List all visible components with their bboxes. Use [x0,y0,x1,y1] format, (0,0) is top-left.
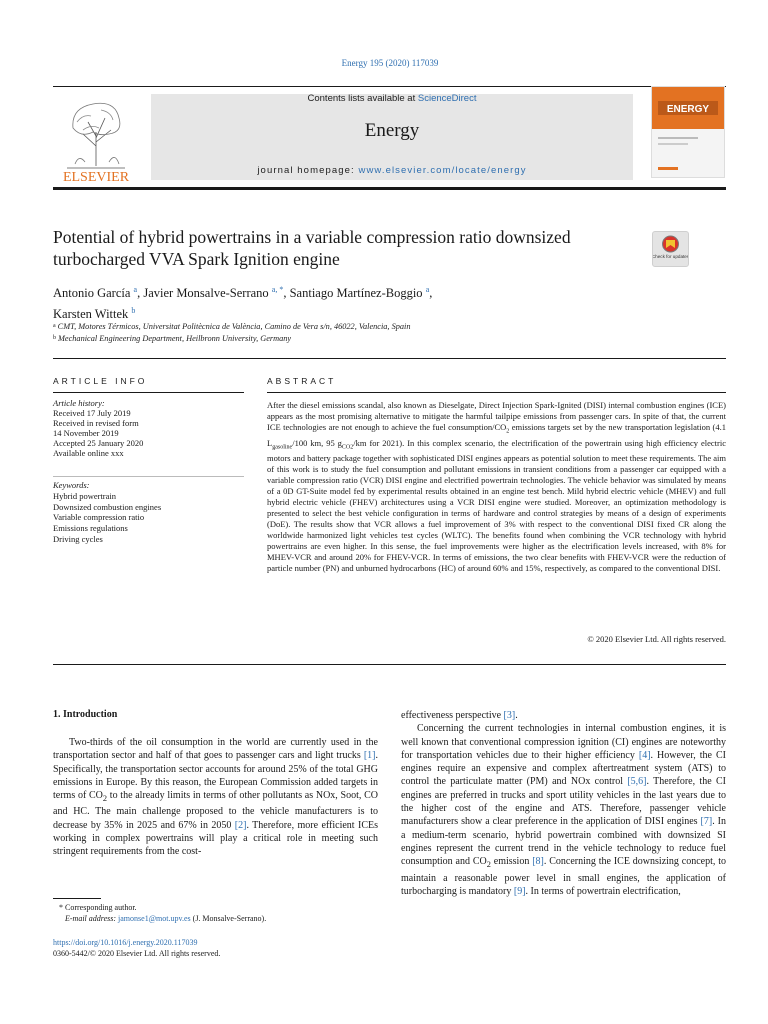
keywords [53,480,244,545]
journal-homepage-line [151,165,633,176]
text-segment: to the already limits in terms of other pollutants as NOx, Soot, CO and HC. The main challenge proposed to the vehicle manufacturers is to decrease by 35% in 2025 and 67% in 2050 [53,790,378,831]
subscript: 2 [102,794,108,804]
section-heading-introduction: 1. Introduction [53,709,118,720]
subscript: 2 [486,860,491,870]
citation-link[interactable]: [5,6] [627,776,647,788]
intro-paragraph [401,722,726,898]
author-name[interactable]: Antonio García [53,286,131,300]
keyword-item: Downsized combustion engines [53,501,162,512]
doi-link[interactable]: https://doi.org/10.1016/j.energy.2020.117039 [53,938,198,947]
text-segment: . However, the CI engines require an expensive and complex aftertreatment system (ATS) to control the particulate matter (PM) and NOx control [401,749,726,788]
text-segment: . In a medium-term scenario, hybrid powertrain combined with downsized SI engines represent the current trend in the vehicle technology to reduce fuel consumption and CO [401,816,726,868]
keyword-item: Driving cycles [53,533,103,544]
text-segment: . Specifically, the transportation sector accounts for around 25% of the total GHG emissions in Europe. By this reason, the European Commission added targets in terms of CO [53,750,378,802]
journal-cover-icon [652,87,724,177]
keyword-item: Variable compression ratio [53,512,145,523]
intro-paragraph [53,736,378,859]
abstract-text [267,400,726,574]
affiliation-mark: b [53,334,56,341]
author-affiliation-mark[interactable]: a [425,285,430,294]
author-affiliation-mark[interactable]: b [131,306,136,315]
header-top-rule [53,86,726,87]
text-segment: Concerning the current technologies in internal combustion engines, it is well known that conventional compression ignition (CI) engines are noteworthy for transportation vehicles due to their higher efficiency [401,723,726,761]
crossmark-label: Check for updates [653,254,688,259]
homepage-prefix: journal homepage: [257,165,359,176]
abstract-segment: emissions targets set by the new transportation legislation (4.1 L [267,422,726,448]
abstract-segment: /km for 2021). In this complex scenario, the electrification of the powertrain using high efficiency electric motors and battery package together with sophisticated DISI engines appears as potential solution to meet these requirements. The aim of this work is to study the fuel consumption and pollutant emissions in transient conditions from a passenger car equipped with a variable compression ratio (VCR) DISI engine and electrified powertrain technologies. The vehicle behavior was simulated by means of a 0D GT-Suite model fed by experimental results obtained in an engine test bench. Mild hybrid electric vehicle (MHEV) and full hybrid electric vehicle (FHEV) architectures using a VCR DISI engine were studied. Moreover, an optimization methodology is presented to select the best vehicle configuration in terms of hardware and control strategies by means of a design of experiments (DoE). The results show that VCR allows a fuel improvement of 3% with respect to the conventional DISI fixed CR along the worldwide harmonized light vehicles test cycles (WLTC). The benefits found when combining the VCR technology with hybrid powertrains are even higher. In this sense, the fuel improvements were higher as the electrification levels increased, with 8% for MHEV-VCR and around 20% for FHEV-VCR. In terms of emissions, the two clear benefits with FHEV-VCR were the reduction of particle number (PN) and unburned hydrocarbons (HC) of around 60% and 15%, respectively, as compared to the conventional DISI. [267,437,726,574]
author-name[interactable]: Santiago Martínez-Boggio [289,286,423,300]
abstract-rule [267,392,726,393]
abstract-segment: After the diesel emissions scandal, also known as Dieselgate, Direct Injection Spark-Ignited (DISI) internal combustion engines (ICE) appears as the most promising alternative to mitigate the harmful tailpipe emissions from passenger cars. In spite of that, the current ICE technologies are not enough to achieve the fuel consumption/CO [267,400,726,432]
text-segment: . Concerning the ICE downsizing concept, to maintain a reasonable power level in small engines, the application of turbocharging is mandatory [401,856,727,897]
title-bottom-rule [53,358,726,359]
doi-block [53,937,220,959]
text-segment: . [515,710,518,721]
history-label: Article history: [53,398,105,408]
journal-reference-link[interactable]: Energy 195 (2020) 117039 [341,58,439,68]
intro-paragraph-continued [401,709,726,722]
email-link[interactable]: jamonse1@mot.upv.es [118,914,191,923]
crossmark-icon [653,232,688,266]
author-separator: , [283,286,290,300]
author-affiliation-mark[interactable]: a, * [271,285,284,294]
asterisk-icon: * [59,903,63,912]
text-segment: . Therefore, the CI engines are preferred in trucks and sport utility vehicles in the last years due to the higher cost of the engine and ATS. Therefore, passenger vehicle manufacturers show a clear preference in the application of DISI engines [401,776,726,828]
elsevier-logo [53,88,139,184]
author-list [53,281,573,323]
text-segment: . Therefore, more efficient ICEs working in complex powertrains will play a critical role in meeting such stringent requirements from the cost- [53,819,378,858]
article-info-heading: ARTICLE INFO [53,376,148,386]
author-affiliation-mark[interactable]: a [133,285,138,294]
sciencedirect-link[interactable]: ScienceDirect [417,93,477,104]
elsevier-tree-icon [53,88,139,184]
author-name[interactable]: Javier Monsalve-Serrano [143,286,269,300]
abstract-subscript: 2 [506,428,510,435]
journal-name: Energy [364,120,420,141]
keyword-item: Emissions regulations [53,523,128,534]
abstract-heading: ABSTRACT [267,376,337,386]
citation-link[interactable]: [8] [532,856,544,868]
corresponding-author-note [53,902,378,913]
text-segment: emission [490,856,533,868]
contents-prefix: Contents lists available at [307,93,418,104]
citation-link[interactable]: [2] [234,819,247,831]
abstract-subscript: CO2 [341,444,354,451]
keywords-label: Keywords: [53,480,90,490]
keyword-item: Hybrid powertrain [53,490,117,501]
footnote-rule [53,898,101,899]
affiliations [53,321,653,344]
author-separator: , [429,286,433,300]
check-for-updates-button[interactable] [652,231,689,267]
text-segment: Two-thirds of the oil consumption in the world are currently used in the transportation sector and half of that goes to passenger cars and light trucks [53,737,378,762]
text-segment: . In terms of powertrain electrification, [525,885,681,897]
text-segment: effectiveness perspective [401,710,504,721]
abstract-segment: /100 km, 95 g [292,437,342,448]
affiliation-item [53,321,653,333]
citation-link[interactable]: [9] [513,885,526,897]
email-suffix: (J. Monsalve-Serrano). [190,914,267,923]
history-item: 14 November 2019 [53,428,119,438]
publisher-wordmark: ELSEVIER [62,170,130,184]
history-item: Received in revised form [53,418,139,428]
corresponding-author-text: Corresponding author. [65,903,137,912]
email-label: E-mail address: [65,914,119,923]
article-info-divider [53,476,244,477]
author-separator: , [137,286,144,300]
abstract-bottom-rule [53,664,726,665]
history-item: Available online xxx [53,448,124,458]
article-history [53,398,244,458]
footnote [53,902,378,924]
right-column [401,709,726,898]
citation-link[interactable]: [1] [363,750,376,762]
citation-link[interactable]: [7] [700,816,713,828]
history-item: Received 17 July 2019 [53,408,131,418]
affiliation-text: Mechanical Engineering Department, Heilbronn University, Germany [58,333,292,343]
cover-wordmark: ENERGY [666,104,710,115]
article-info-rule [53,392,244,393]
journal-homepage-link[interactable]: www.elsevier.com/locate/energy [358,165,527,176]
affiliation-item [53,333,653,345]
email-line [53,913,378,924]
journal-cover-thumbnail [651,86,725,178]
author-name[interactable]: Karsten Wittek [53,307,129,321]
issn-line: 0360-5442/© 2020 Elsevier Ltd. All rights reserved. [53,949,221,958]
affiliation-text: CMT, Motores Térmicos, Universitat Politècnica de València, Camino de Vera s/n, 46022, Valencia, Spain [57,322,411,331]
citation-link[interactable]: [4] [638,749,651,761]
abstract-subscript: gasoline [272,444,293,451]
header-thick-rule [53,187,726,190]
contents-line [151,93,633,104]
article-title: Potential of hybrid powertrains in a variable compression ratio downsized turbocharged VVA Spark Ignition engine [53,227,571,269]
history-item: Accepted 25 January 2020 [53,438,144,448]
affiliation-mark: a [53,323,56,329]
citation-link[interactable]: [3] [503,710,516,721]
abstract-copyright: © 2020 Elsevier Ltd. All rights reserved. [587,634,726,644]
